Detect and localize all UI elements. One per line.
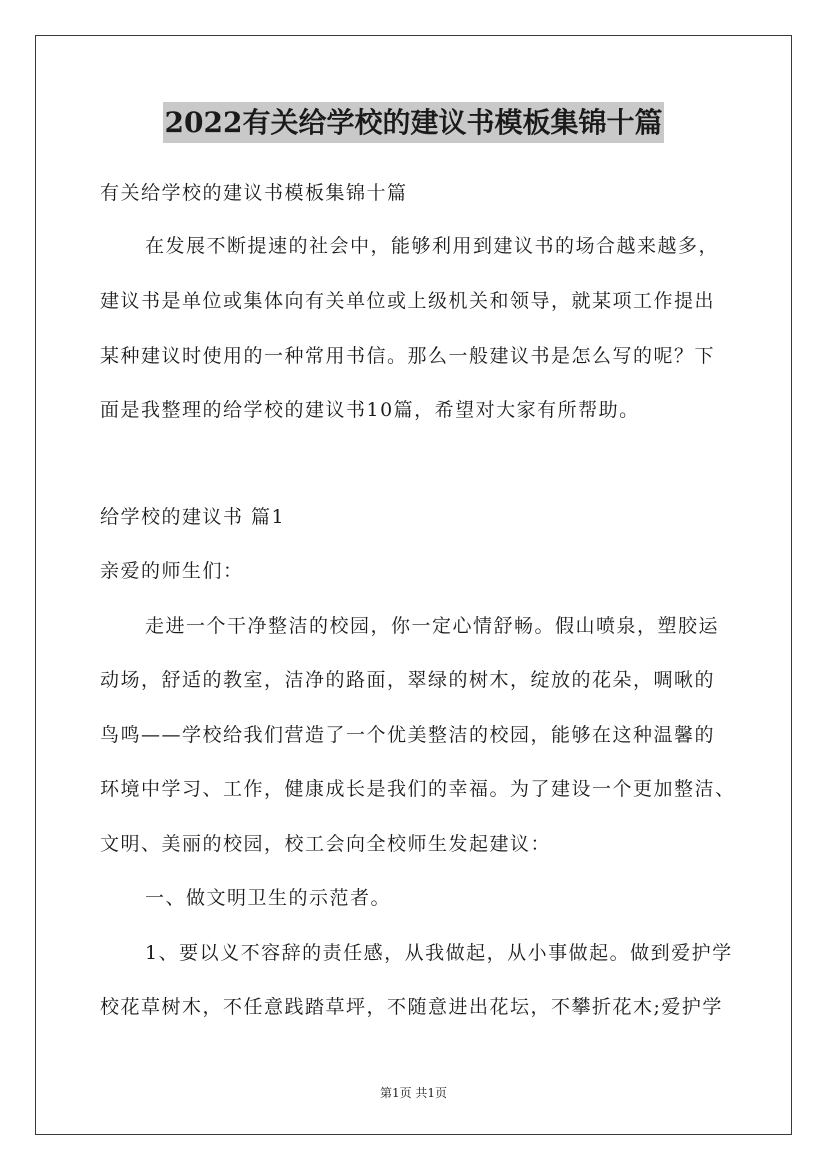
paragraph-line: 环境中学习、工作，健康成长是我们的幸福。为了建设一个更加整洁、 <box>100 778 736 800</box>
section-heading: 给学校的建议书 篇1 <box>100 506 286 528</box>
page-footer: 第1页 共1页 <box>379 1086 448 1100</box>
paragraph-line: 1、要以义不容辞的责任感，从我做起，从小事做起。做到爱护学 <box>145 942 733 964</box>
paragraph-line: 走进一个干净整洁的校园，你一定心情舒畅。假山喷泉，塑胶运 <box>145 615 720 637</box>
title-container <box>0 102 827 143</box>
paragraph-line: 建议书是单位或集体向有关单位或上级机关和领导，就某项工作提出 <box>100 290 716 312</box>
paragraph-line: 鸟鸣——学校给我们营造了一个优美整洁的校园，能够在这种温馨的 <box>100 724 716 746</box>
subtitle-line: 有关给学校的建议书模板集锦十篇 <box>100 182 408 204</box>
paragraph-line: 文明、美丽的校园，校工会向全校师生发起建议： <box>100 833 552 855</box>
salutation-line: 亲爱的师生们： <box>100 560 244 582</box>
list-heading: 一、做文明卫生的示范者。 <box>145 887 392 909</box>
paragraph-line: 校花草树木，不任意践踏草坪，不随意进出花坛，不攀折花木;爱护学 <box>100 996 723 1018</box>
paragraph-line: 面是我整理的给学校的建议书10篇，希望对大家有所帮助。 <box>100 399 640 421</box>
paragraph-line: 动场，舒适的教室，洁净的路面，翠绿的树木，绽放的花朵，啁啾的 <box>100 669 716 691</box>
paragraph-line: 某种建议时使用的一种常用书信。那么一般建议书是怎么写的呢？下 <box>100 345 716 367</box>
document-title: 2022有关给学校的建议书模板集锦十篇 <box>163 102 665 143</box>
paragraph-line: 在发展不断提速的社会中，能够利用到建议书的场合越来越多， <box>145 235 720 257</box>
